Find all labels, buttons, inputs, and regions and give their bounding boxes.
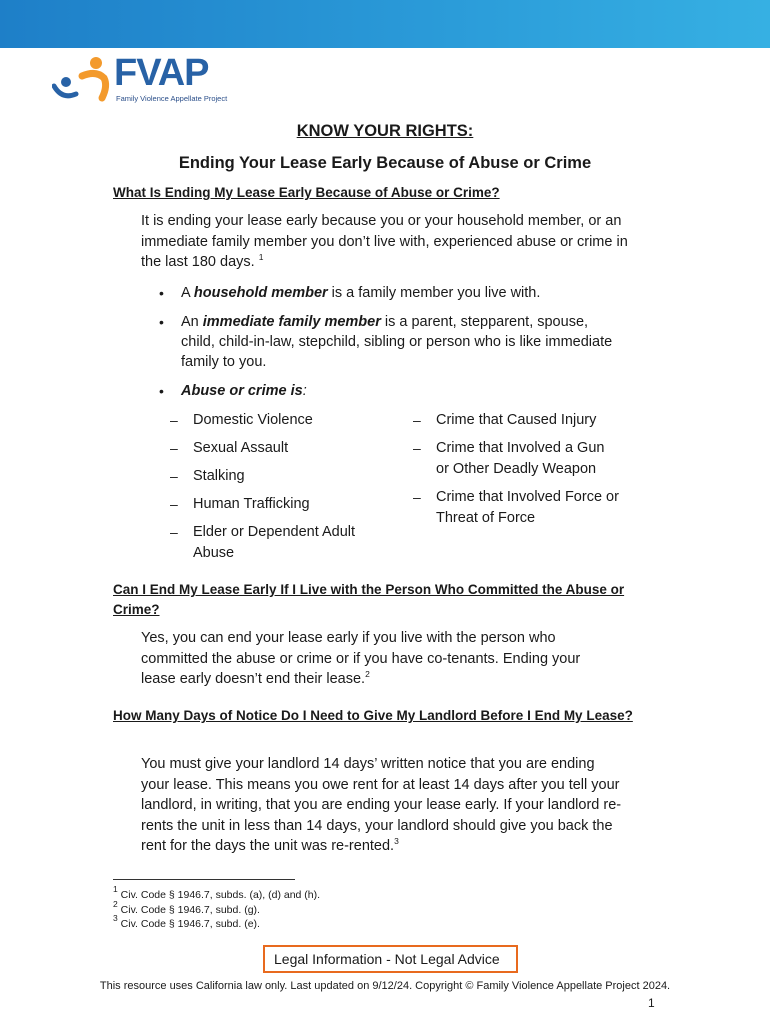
crime-type-item: Crime that Involved a Gun or Other Deadly Weapon (436, 440, 605, 477)
bullet-dot: • (159, 285, 164, 301)
dash-marker: – (413, 412, 421, 428)
dash-marker: – (170, 496, 178, 512)
abuse-type-item: Elder or Dependent Adult Abuse (193, 524, 356, 561)
dash-marker: – (413, 489, 421, 505)
bullet-immediate-family: An immediate family member is a parent, stepparent, spouse, child, child-in-law, stepchild, sibling or person who is like immediate family to you. (181, 314, 613, 370)
dash-marker: – (170, 524, 178, 540)
section2-heading: Can I End My Lease Early If I Live with the Person Who Committed the Abuse or Crime? (113, 582, 625, 617)
page-subtitle: Ending Your Lease Early Because of Abuse or Crime (178, 154, 592, 172)
footnote-ref-2[interactable]: 2 (365, 669, 370, 679)
bullet-household-member: A household member is a family member you live with. (181, 285, 541, 301)
page-title: KNOW YOUR RIGHTS: (296, 122, 474, 140)
bullet-dot: • (159, 383, 164, 399)
footnote-divider (113, 879, 295, 880)
abuse-type-item: Stalking (193, 468, 245, 484)
crime-type-item: Crime that Involved Force or Threat of Force (436, 489, 619, 526)
section1-heading: What Is Ending My Lease Early Because of Abuse or Crime? (113, 185, 500, 200)
section3-heading: How Many Days of Notice Do I Need to Give My Landlord Before I End My Lease? (113, 708, 633, 723)
page-number: 1 (648, 996, 655, 1010)
page-footer: This resource uses California law only. Last updated on 9/12/24. Copyright © Family Violence Appellate Project 2024. (99, 980, 671, 992)
header-bar (0, 0, 770, 48)
dash-marker: – (413, 440, 421, 456)
abuse-type-item: Domestic Violence (193, 412, 313, 428)
dash-marker: – (170, 412, 178, 428)
dash-marker: – (170, 440, 178, 456)
section3-body: You must give your landlord 14 days’ written notice that you are ending your lease. This means you owe rent for at least 14 days after you tell your landlord, in writing, that you are ending your lease early. If your landlord re-rents the unit in less than 14 days, your landlord should give you back the rent for the days the unit was re-rented.$^3$ (141, 756, 622, 854)
bullet-abuse-or-crime: Abuse or crime is: (181, 383, 307, 399)
footnote-3: $^3$ Civ. Code § 1946.7, subd. (e). (113, 913, 260, 930)
footnote-1: $^1$ Civ. Code § 1946.7, subds. (a), (d) and (h). (113, 884, 321, 901)
abuse-type-item: Sexual Assault (193, 440, 289, 456)
fvap-logo-figure-icon (52, 56, 116, 106)
bullet-dot: • (159, 314, 164, 330)
logo-subtitle: Family Violence Appellate Project (116, 94, 228, 103)
footnote-ref-1[interactable]: 1 (258, 252, 264, 262)
logo-wordmark: FVAP (114, 52, 209, 94)
footnote-2: $^2$ Civ. Code § 1946.7, subd. (g). (113, 899, 260, 916)
section1-body: It is ending your lease early because you or your household member, or an immediate family member you don’t live with, experienced abuse or crime in the last 180 days. $^1$ (141, 213, 628, 270)
legal-notice-box: Legal Information - Not Legal Advice (263, 945, 518, 973)
footnote-ref-3[interactable]: 3 (394, 836, 399, 846)
fvap-logo (52, 52, 232, 106)
section2-body: Yes, you can end your lease early if you live with the person who committed the abuse or crime or if you have co-tenants. Ending your lease early doesn’t end their lease.$^2$ (141, 630, 581, 687)
abuse-type-item: Human Trafficking (193, 496, 310, 512)
crime-type-item: Crime that Caused Injury (436, 412, 597, 428)
dash-marker: – (170, 468, 178, 484)
